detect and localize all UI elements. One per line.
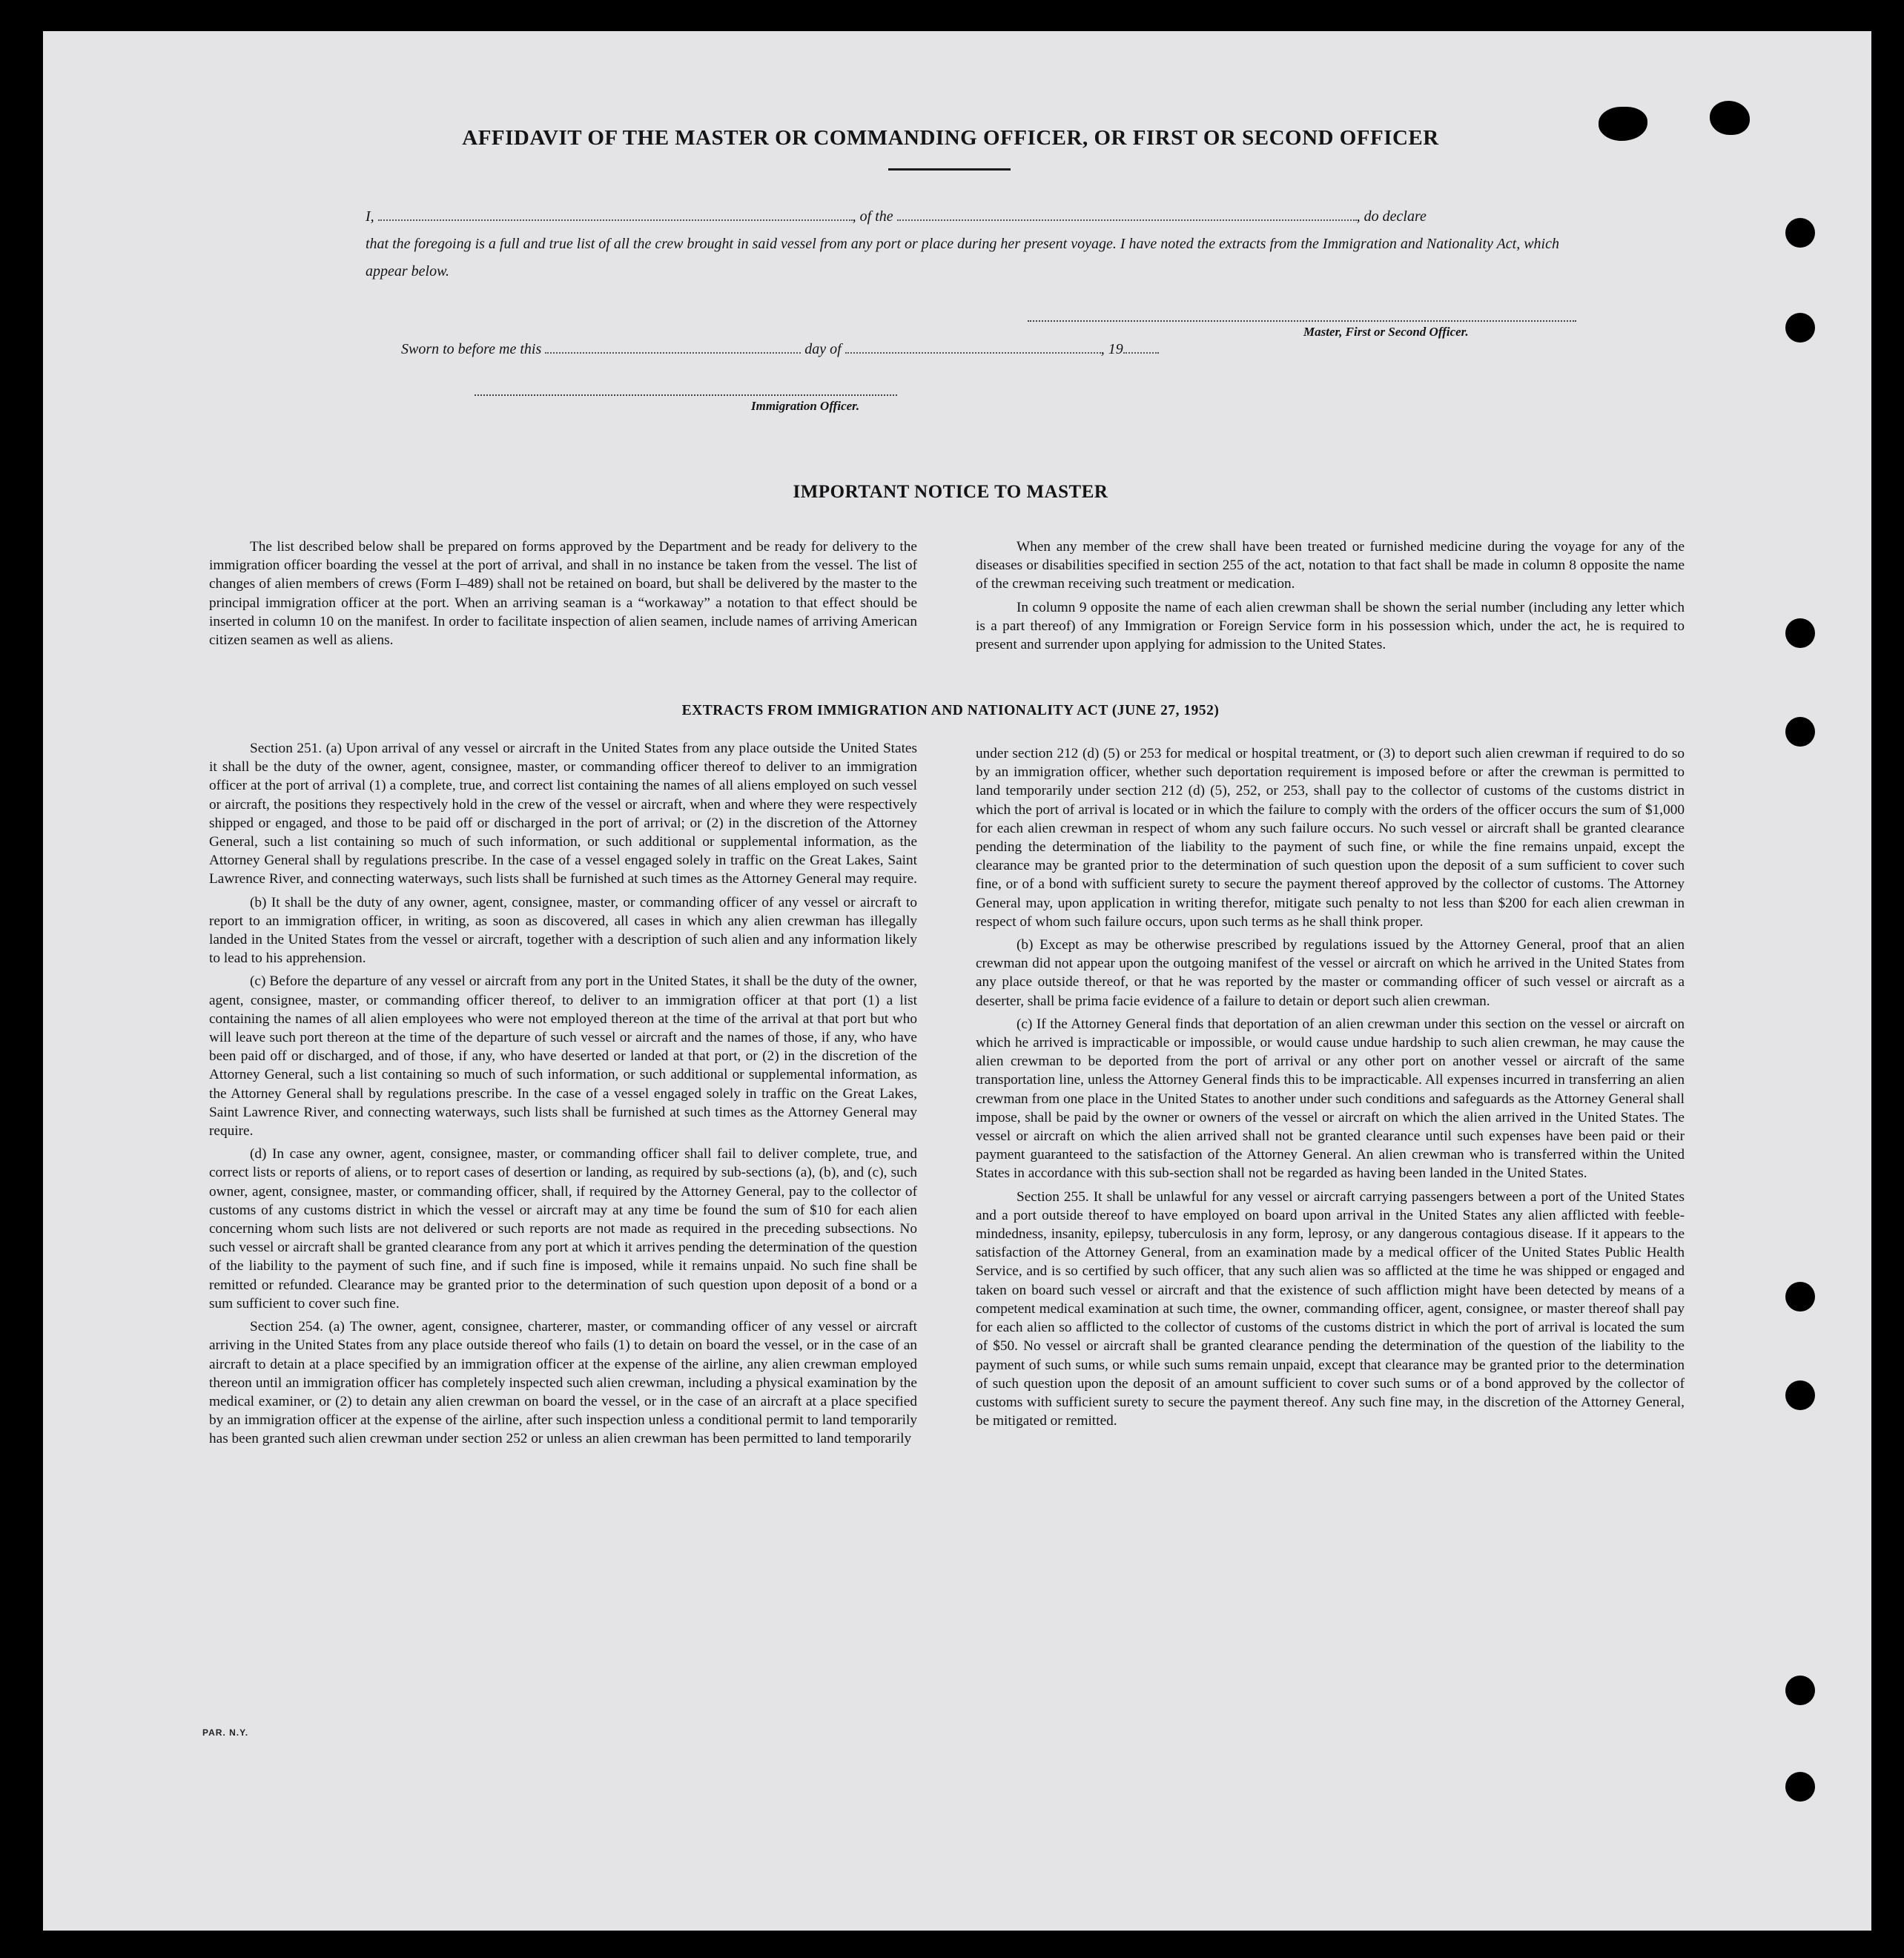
section-251-c: (c) Before the departure of any vessel or aircraft from any port in the United States, it shall be the duty of the owner, agent, consignee, master, or commanding officer thereof, to deliver to an immigration officer at that port (1) a list containing the names of all alien employees who were not employed thereon at the time of the arrival at that port but who will leave such port thereon at the time of the departure of such vessel or aircraft and the names of those, if any, who have been paid off or discharged, and of those, if any, who have deserted or landed at that port, or (2) in the discretion of the Attorney General, such a list containing so much of such information, or such additional or supplemental information, as the Attorney General shall by regulations prescribe. In the case of a vessel engaged solely in traffic on the Great Lakes, Saint Lawrence River, and connecting waterways, such lists shall be furnished at such times as the Attorney General may require. [209, 973, 917, 1140]
extracts-title: EXTRACTS FROM IMMIGRATION AND NATIONALITY ACT (JUNE 27, 1952) [681, 703, 1220, 718]
name-blank[interactable] [378, 212, 853, 221]
section-251-a: Section 251. (a) Upon arrival of any vessel or aircraft in the United States from any place outside the United States it shall be the duty of the owner, agent, consignee, master, or commanding officer thereof to deliver to an immigration officer at the port of arrival (1) a complete, true, and correct list containing the names of all aliens employed on such vessel or aircraft, the positions they respectively hold in the crew of the vessel or aircraft, when and where they were respectively shipped or engaged, and those to be paid off or discharged in the port of arrival; or (2) in the discretion of the Attorney General, such a list containing so much of such information, or such additional or supplemental information, as the Attorney General shall by regulations prescribe. In the case of a vessel engaged solely in traffic on the Great Lakes, Saint Lawrence River, and connecting waterways, such lists shall be furnished at such times as the Attorney General may require. [209, 741, 917, 887]
sworn-line [401, 341, 1159, 358]
notice-right-paragraph-1: When any member of the crew shall have been treated or furnished medicine during the voyage for any of the diseases or disabilities specified in section 255 of the act, notation to that fact shall be made in column 8 opposite the name of the crewman receiving such treatment or medication. [976, 539, 1685, 592]
punch-hole [1785, 1772, 1815, 1802]
sworn-label: Sworn to before me this [401, 341, 542, 357]
day-of-label: day of [804, 341, 842, 357]
punch-hole [1785, 717, 1815, 747]
section-251-d: (d) In case any owner, agent, consignee, master, or commanding officer shall fail to deliver complete, true, and correct lists or reports of aliens, or to report cases of desertion or landing, as required by sub-sections (a), (b), and (c), such owner, agent, consignee, master, or commanding officer, shall, if required by the Attorney General, pay to the collector of customs of any customs district in which the vessel or aircraft may at any time be found the sum of $10 for each alien concerning whom such lists are not delivered or such reports are not made as required in the preceding subsections. No such vessel or aircraft shall be granted clearance from any port at which it arrives pending the determination of the question of the liability to the payment of such fine, and if such fine is imposed, while it remains unpaid. No such fine shall be remitted or refunded. Clearance may be granted prior to the determination of such question upon deposit of a bond or a sum sufficient to cover such fine. [209, 1146, 917, 1312]
section-254-a-continued: under section 212 (d) (5) or 253 for medical or hospital treatment, or (3) to deport such alien crewman if required to do so by an immigration officer, whether such deportation requirement is imposed before or after the crewman is permitted to land temporarily under section 212 (d) (5), 252, or 253, shall pay to the collector of customs of the customs district in which the port of arrival is located or in which the failure to comply with the orders of the officer occurs the sum of $1,000 for each alien crewman in respect of whom any such failure occurs. No such vessel or aircraft shall be granted clearance pending the determination of the liability to the payment of such fine, or while the fine remains unpaid, except the clearance may be granted prior to the determination of such question upon the deposit of a sum sufficient to cover such fine, or of a bond with sufficient surety to secure the payment thereof approved by the collector of customs. The Attorney General may, upon application in writing therefor, mitigate such penalty to not less than $200 for each alien crewman in respect of whom such failure occurs, upon such terms as he shall think proper. [976, 746, 1685, 930]
declaration-text: that the foregoing is a full and true list of all the crew brought in said vessel from any port or place during her present voyage. I have noted the extracts from the Immigration and Nationality Act, which appear below. [366, 236, 1559, 280]
year-blank[interactable] [1123, 345, 1159, 354]
section-254-b: (b) Except as may be otherwise prescribed by regulations issued by the Attorney General, proof that an alien crewman did not appear upon the outgoing manifest of the vessel or aircraft on which he arrived in the United States from any place outside thereof, or that he was reported by the master or commanding officer of such vessel or aircraft as a deserter, shall be prima facie evidence of a failure to detain or deport such alien crewman. [976, 937, 1685, 1009]
printer-mark: PAR. N.Y. [202, 1727, 249, 1738]
title-rule [888, 168, 1011, 171]
officer-signature-line[interactable] [475, 394, 897, 396]
extracts-right-column [976, 744, 1685, 1435]
i-label: I, [366, 208, 374, 225]
section-254-a: Section 254. (a) The owner, agent, consignee, charterer, master, or commanding officer of any vessel or aircraft arriving in the United States from any place outside thereof who fails (1) to detain on board the vessel, or in the case of an aircraft to detain at a place specified by an immigration officer at the expense of the airline, any alien crewman employed thereon until an immigration officer has completely inspected such alien crewman, including a physical examination by the medical examiner, or (2) to detain any alien crewman on board the vessel, or in the case of an aircraft at a place specified by an immigration officer at the expense of the airline, after such inspection unless a conditional permit to land temporarily has been granted such alien crewman under section 252 or unless an alien crewman has been permitted to land temporarily [209, 1319, 917, 1447]
section-251-b: (b) It shall be the duty of any owner, agent, consignee, master, or commanding officer of any vessel or aircraft to report to an immigration officer, in writing, as soon as discovered, all cases in which any alien crewman has illegally landed in the United States from the vessel or aircraft, together with a description of such alien and any information likely to lead to his apprehension. [209, 894, 917, 967]
punch-hole [1785, 1676, 1815, 1705]
punch-hole [1785, 1282, 1815, 1312]
punch-hole [1785, 313, 1815, 343]
punch-hole [1785, 218, 1815, 248]
do-declare-label: , do declare [1356, 208, 1427, 225]
punch-hole [1785, 1380, 1815, 1410]
day-blank[interactable] [545, 345, 801, 354]
section-255: Section 255. It shall be unlawful for any vessel or aircraft carrying passengers between a port of the United States and a port outside thereof to have employed on board upon arrival in the United States any alien afflicted with feeble-mindedness, insanity, epilepsy, tuberculosis in any form, leprosy, or any dangerous contagious disease. If it appears to the satisfaction of the Attorney General, from an examination made by a medical officer of the United States Public Health Service, and is so certified by such officer, that any such alien was so afflicted at the time he was shipped or engaged and taken on board such vessel or aircraft and that the existence of such affliction might have been detected by means of a competent medical examination at such time, the owner, commanding officer, agent, consignee, or master thereof shall pay for each alien so afflicted to the collector of customs of the customs district in which the port of arrival is located the sum of $50. No vessel or aircraft shall be granted clearance pending the determination of the question of the liability to the payment of such sums, or while such sums remain unpaid, except that clearance may be granted prior to the determination of such question upon the deposit of an amount sufficient to cover such sums or of a bond approved by the collector of customs with sufficient surety to secure the payment thereof. Any such fine may, in the discretion of the Attorney General, be mitigated or remitted. [976, 1188, 1685, 1429]
year-label: , 19 [1100, 341, 1123, 357]
section-254-c: (c) If the Attorney General finds that deportation of an alien crewman under this section on the vessel or aircraft on which he arrived is impracticable or impossible, or would cause undue hardship to such alien crewman, he may cause the alien crewman to be deported from the port of arrival or any other port on another vessel or aircraft of the same transportation line, unless the Attorney General finds this to be impracticable. All expenses incurred in transferring an alien crewman from one place in the United States to another under such conditions and safeguards as the Attorney General shall impose, shall be paid by the owner or owners of the vessel or aircraft on which the alien arrived in the United States. The vessel or aircraft on which the alien arrived shall not be granted clearance until such expenses have been paid or their payment guaranteed to the satisfaction of the Attorney General. An alien crewman who is transferred within the United States in accordance with this sub-section shall not be regarded as having been landed in the United States. [976, 1016, 1685, 1182]
notice-title: IMPORTANT NOTICE TO MASTER [793, 482, 1108, 502]
notice-right-paragraph-2: In column 9 opposite the name of each alien crewman shall be shown the serial number (including any letter which is a part thereof) of any Immigration or Foreign Service form in his possession which, under the act, he is required to present and surrender upon applying for admission to the United States. [976, 599, 1685, 653]
document-page [43, 31, 1871, 1931]
affidavit-title: AFFIDAVIT OF THE MASTER OR COMMANDING OFFICER, OR FIRST OR SECOND OFFICER [462, 126, 1439, 150]
month-blank[interactable] [845, 345, 1101, 354]
notice-left-column [209, 538, 917, 654]
of-the-label: , of the [852, 208, 893, 225]
declaration-fill-line [366, 203, 1581, 231]
vessel-blank[interactable] [897, 212, 1357, 221]
notice-left-paragraph: The list described below shall be prepared on forms approved by the Department and be ready for delivery to the immigration officer boarding the vessel at the port of arrival, and shall in no instance be taken from the vessel. The list of changes of alien members of crews (Form I–489) shall not be retained on board, but shall be delivered by the master to the principal immigration officer at the port. When an arriving seaman is a “workaway” a notation to that effect should be inserted in column 10 on the manifest. In order to facilitate inspection of alien seamen, include names of arriving American citizen seamen as well as aliens. [209, 539, 917, 649]
extracts-left-column [209, 739, 917, 1453]
master-signature-line[interactable] [1028, 320, 1576, 322]
officer-signature-label: Immigration Officer. [751, 399, 860, 413]
punch-hole [1785, 618, 1815, 648]
affidavit-declaration [366, 203, 1581, 285]
notice-right-column [976, 538, 1685, 658]
master-signature-label: Master, First or Second Officer. [1303, 325, 1469, 339]
